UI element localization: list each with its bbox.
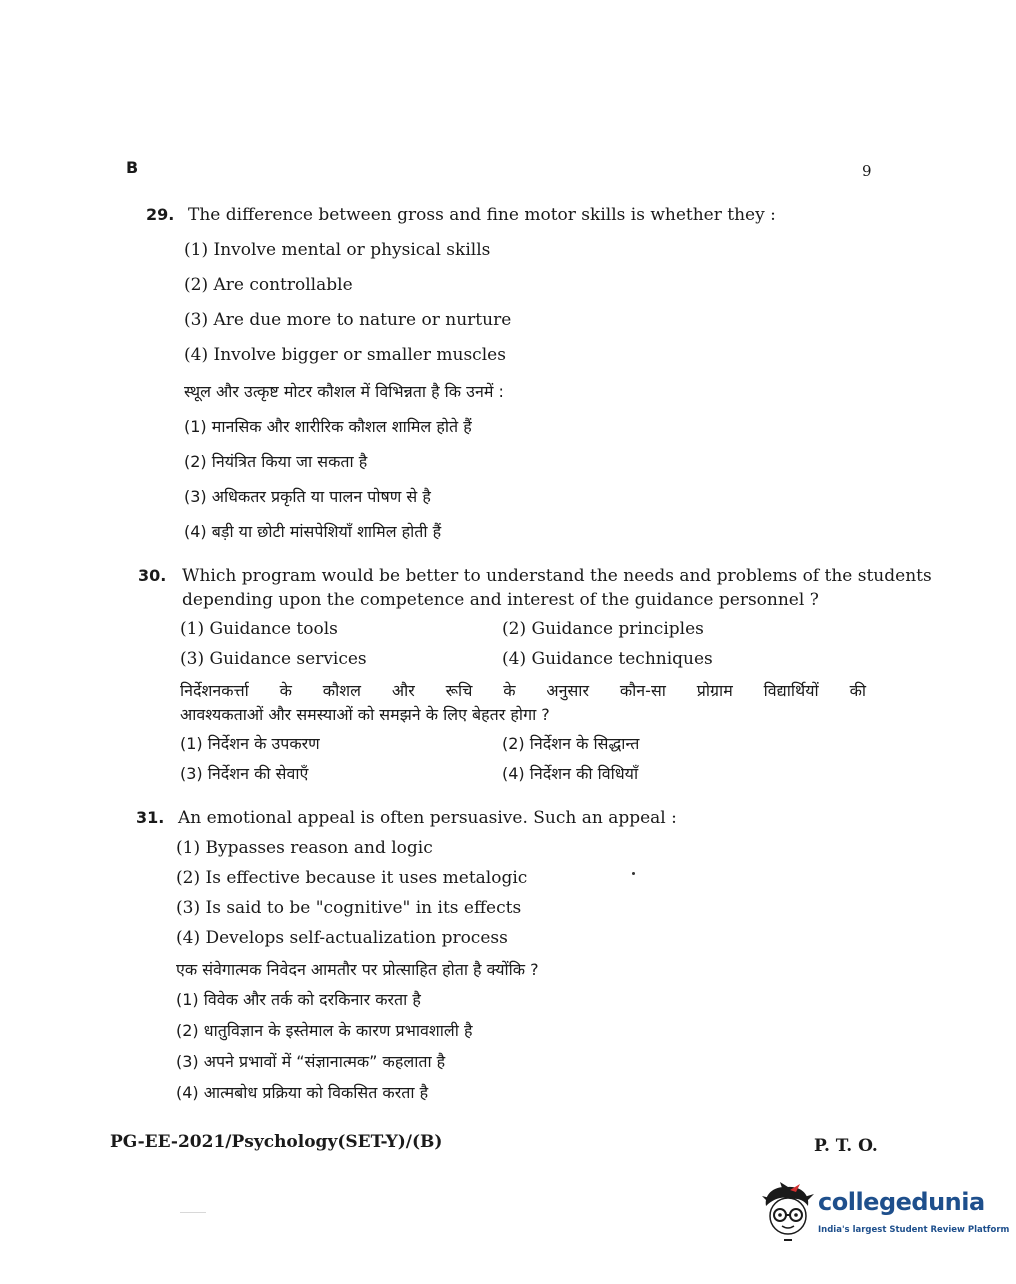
option-en-3: (3) Is said to be "cognitive" in its effects: [176, 898, 522, 918]
pto-label: P. T. O.: [814, 1136, 878, 1156]
option-hi-2: (2) नियंत्रित किया जा सकता है: [184, 452, 368, 471]
option-en-1: (1) Guidance tools: [180, 619, 338, 639]
question-stem-en-line-1: Which program would be better to understand the needs and problems of the students: [182, 566, 932, 586]
collegedunia-watermark: [760, 1178, 1010, 1252]
option-en-1: (1) Bypasses reason and logic: [176, 838, 433, 858]
option-hi-3: (3) निर्देशन की सेवाएँ: [180, 764, 309, 783]
scan-speck: [632, 872, 635, 875]
option-en-2: (2) Guidance principles: [502, 619, 704, 639]
scan-mark: [180, 1212, 206, 1213]
option-en-3: (3) Are due more to nature or nurture: [184, 310, 512, 330]
question-stem-en: The difference between gross and fine motor skills is whether they :: [188, 205, 776, 225]
option-en-2: (2) Is effective because it uses metalogic: [176, 868, 528, 888]
paper-code: PG-EE-2021/Psychology(SET-Y)/(B): [110, 1132, 443, 1152]
option-hi-3: (3) अपने प्रभावों में “संज्ञानात्मक” कहलाता है: [176, 1052, 446, 1071]
option-hi-4: (4) निर्देशन की विधियाँ: [502, 764, 639, 783]
option-en-3: (3) Guidance services: [180, 649, 367, 669]
question-stem-en: An emotional appeal is often persuasive. Such an appeal :: [178, 808, 677, 828]
option-en-1: (1) Involve mental or physical skills: [184, 240, 491, 260]
question-stem-hi: एक संवेगात्मक निवेदन आमतौर पर प्रोत्साहित होता है क्योंकि ?: [176, 960, 539, 979]
brand-name: collegedunia: [818, 1188, 985, 1216]
option-en-2: (2) Are controllable: [184, 275, 353, 295]
option-hi-1: (1) निर्देशन के उपकरण: [180, 734, 320, 753]
option-en-4: (4) Guidance techniques: [502, 649, 713, 669]
question-stem-en-line-2: depending upon the competence and interest of the guidance personnel ?: [182, 590, 819, 610]
question-stem-hi: स्थूल और उत्कृष्ट मोटर कौशल में विभिन्नता है कि उनमें :: [184, 382, 504, 401]
option-hi-1: (1) विवेक और तर्क को दरकिनार करता है: [176, 990, 421, 1009]
question-number: 29.: [146, 205, 175, 224]
option-hi-4: (4) आत्मबोध प्रक्रिया को विकसित करता है: [176, 1083, 429, 1102]
option-en-4: (4) Develops self-actualization process: [176, 928, 508, 948]
question-number: 31.: [136, 808, 165, 827]
brand-tagline: India's largest Student Review Platform: [818, 1225, 1010, 1235]
option-en-4: (4) Involve bigger or smaller muscles: [184, 345, 506, 365]
question-stem-hi-line-1: निर्देशनकर्त्ता के कौशल और रूचि के अनुसार कौन-सा प्रोग्राम विद्यार्थियों की: [180, 681, 866, 700]
set-letter: B: [126, 158, 139, 177]
option-hi-2: (2) निर्देशन के सिद्धान्त: [502, 734, 640, 753]
option-hi-4: (4) बड़ी या छोटी मांसपेशियाँ शामिल होती हैं: [184, 522, 442, 541]
option-hi-2: (2) धातुविज्ञान के इस्तेमाल के कारण प्रभावशाली है: [176, 1021, 473, 1040]
option-hi-1: (1) मानसिक और शारीरिक कौशल शामिल होते हैं: [184, 417, 472, 436]
option-hi-3: (3) अधिकतर प्रकृति या पालन पोषण से है: [184, 487, 431, 506]
mascot-icon: [760, 1182, 816, 1242]
page-number: 9: [862, 162, 872, 180]
question-number: 30.: [138, 566, 167, 585]
question-stem-hi-line-2: आवश्यकताओं और समस्याओं को समझने के लिए बेहतर होगा ?: [180, 705, 550, 724]
